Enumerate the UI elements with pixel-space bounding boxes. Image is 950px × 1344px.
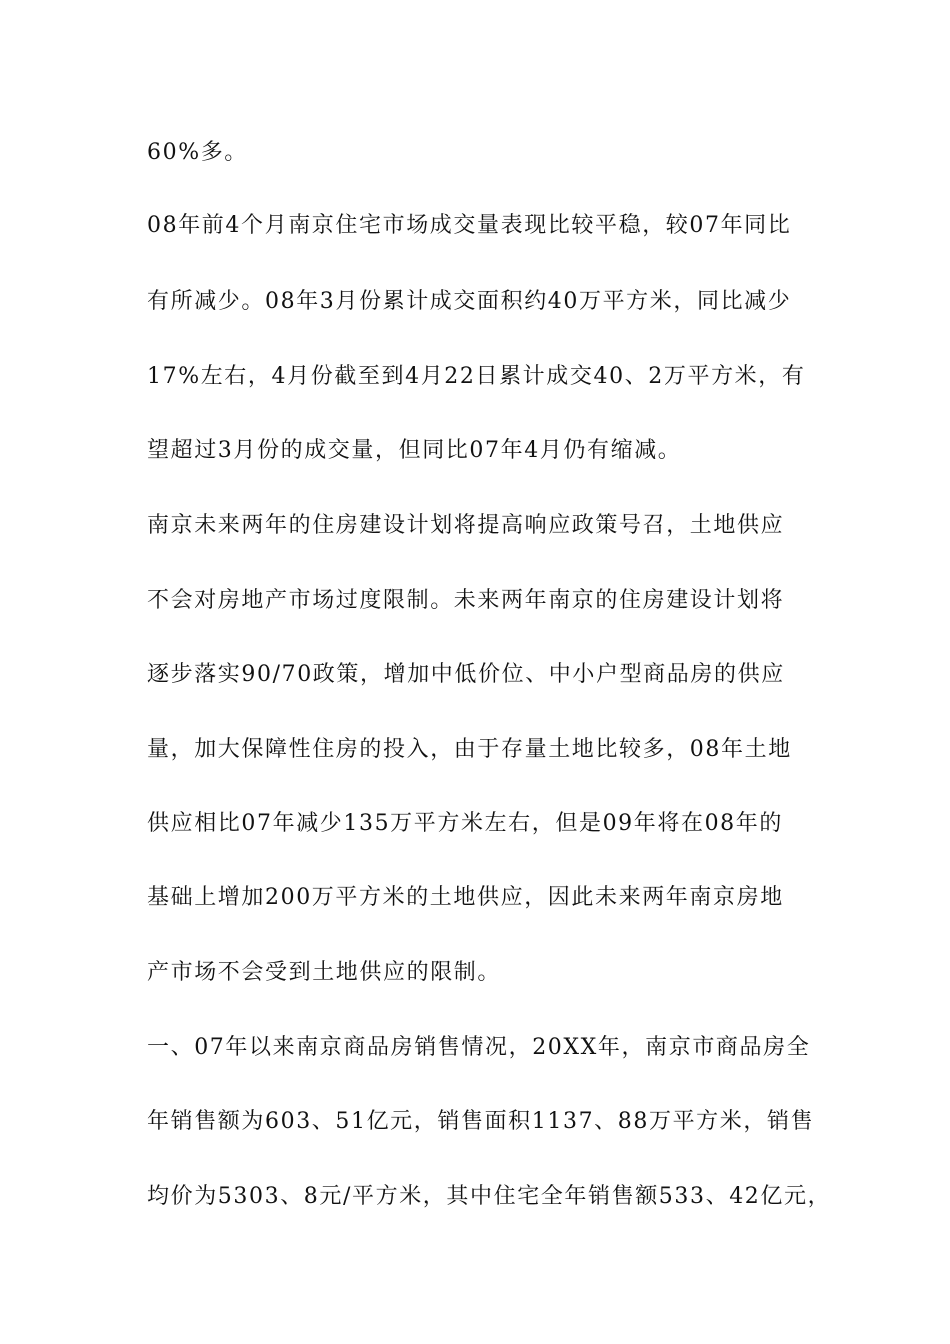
text-line: 基础上增加200万平方米的土地供应，因此未来两年南京房地: [147, 885, 784, 910]
text-line: 不会对房地产市场过度限制。未来两年南京的住房建设计划将: [147, 588, 785, 613]
text-line: 均价为5303、8元/平方米，其中住宅全年销售额533、42亿元，: [147, 1184, 832, 1209]
text-line: 有所减少。08年3月份累计成交面积约40万平方米，同比减少: [147, 289, 792, 314]
text-line: 年销售额为603、51亿元，销售面积1137、88万平方米，销售: [147, 1109, 815, 1134]
text-line: 南京未来两年的住房建设计划将提高响应政策号召，土地供应: [147, 513, 785, 538]
text-line: 17%左右，4月份截至到4月22日累计成交40、2万平方米，有: [147, 364, 806, 389]
text-line: 供应相比07年减少135万平方米左右，但是09年将在08年的: [147, 811, 783, 836]
text-line: 望超过3月份的成交量，但同比07年4月仍有缩减。: [147, 438, 682, 463]
text-line: 一、07年以来南京商品房销售情况，20XX年，南京市商品房全: [147, 1035, 811, 1060]
text-line: 08年前4个月南京住宅市场成交量表现比较平稳，较07年同比: [147, 213, 792, 238]
text-line: 60%多。: [147, 140, 248, 165]
text-line: 量，加大保障性住房的投入，由于存量土地比较多，08年土地: [147, 737, 792, 762]
text-line: 产市场不会受到土地供应的限制。: [147, 960, 502, 985]
text-line: 逐步落实90/70政策，增加中低价位、中小户型商品房的供应: [147, 662, 785, 687]
